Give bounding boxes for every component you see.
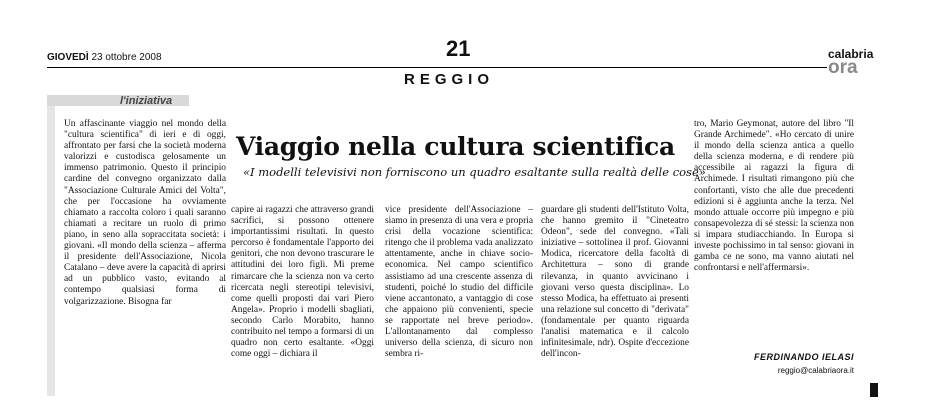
left-margin-band (47, 106, 55, 396)
byline: FERDINANDO IELASI (753, 352, 854, 362)
logo-top: calabria (828, 47, 874, 61)
article-column-4: guardare gli studenti dell'Istituto Volta, che hanno gremito il "Cineteatro Odeon", sede del convegno. «Tali iniziative – sottolinea il prof. Giovanni Modica, ricercatore della facoltà di Architettura – sono di grande rilevanza, in quanto avvicinano i giovani verso questa disciplina». Lo stesso Modica, ha effettuato ai presenti una relazione sul concetto di "derivata" (fondamentale per quanto riguarda l'analisi matematica e il calcolo infinitesimale, ndr). Ospite d'eccezione dell'incon- (541, 205, 689, 360)
masthead-date-text: 23 ottobre 2008 (91, 52, 162, 63)
article-column-2: capire ai ragazzi che attraverso grandi sacrifici, si possono ottenere importantissimi risultati. In questo percorso è fondamentale l'apporto dei genitori, che non devono trascurare le attitudini dei loro figli. Mi preme rimarcare che la scienza non va certo ricercata negli stereotipi televisivi, come quelli proposti dai vari Piero Angela». Proprio i modelli sbagliati, secondo Carlo Morabito, hanno contribuito nel tempo a formarsi di un quadro non certo esaltante. «Oggi come oggi – dichiara il (231, 205, 374, 360)
headline: Viaggio nella cultura scientifica (236, 132, 675, 161)
page-number: 21 (446, 36, 471, 61)
section-title: REGGIO (404, 71, 495, 88)
end-mark (870, 383, 878, 397)
masthead-date (47, 52, 162, 63)
subhead: «I modelli televisivi non forniscono un quadro esaltante sulla realtà delle cose» (243, 165, 706, 179)
rubric-label: l'iniziativa (120, 95, 173, 107)
masthead-day: GIOVEDÌ (47, 52, 89, 63)
author-email: reggio@calabriaora.it (777, 366, 854, 375)
newspaper-logo (828, 48, 873, 77)
masthead-rule (47, 67, 827, 68)
article-column-1: Un affascinante viaggio nel mondo della "cultura scientifica" di ieri e di oggi, affrontato per farsi che la società moderna valorizzi e custodisca gelosamente un immenso patrimonio. Questo il principio cardine del convegno organizzato dalla "Associazione Culturale Amici del Volta", che per l'occasione ha ovviamente chiamato a raccolta coloro i quali saranno chiamati a recitare un ruolo di primo piano, in seno alla sopraccitata società: i giovani. «Il mondo della scienza – afferma il presidente dell'Associazione, Nicola Catalano – deve avere la capacità di aprirsi ad un pubblico vasto, evitando al contempo qualsiasi forma di volgarizzazione. Bisogna far (64, 119, 226, 307)
article-column-5: tro, Mario Geymonat, autore del libro "Il Grande Archimede". «Ho cercato di unire il mondo della scienza antica a quello della scienza moderna, e di rendere più accessibile ai ragazzi la figura di Archimede. I risultati rimangono più che confortanti, visto che alle due precedenti edizioni si è aggiunta anche la terza. Nel mondo attuale occorre più impegno e più consapevolezza di sé stessi: la scienza non si impara studiacchiando. In Europa si investe pochissimo in tal senso: giovani in gamba ce ne sono, ma vanno aiutati nel confrontarsi e nell'affermarsi». (694, 119, 854, 274)
article-column-3: vice presidente dell'Associazione – siamo in presenza di una vera e propria crisi della vocazione scientifica: ritengo che il problema vada analizzato attentamente, anche in chiave socio-economica. Nel campo scientifico assistiamo ad una crescente assenza di studenti, poiché lo studio del difficile viene accantonato, a vantaggio di cose che appaiono più convenienti, specie se rapportate nel breve periodo». L'allontanamento dal complesso universo della scienza, di sicuro non sembra ri- (385, 205, 533, 360)
logo-bottom: ora (828, 57, 858, 78)
